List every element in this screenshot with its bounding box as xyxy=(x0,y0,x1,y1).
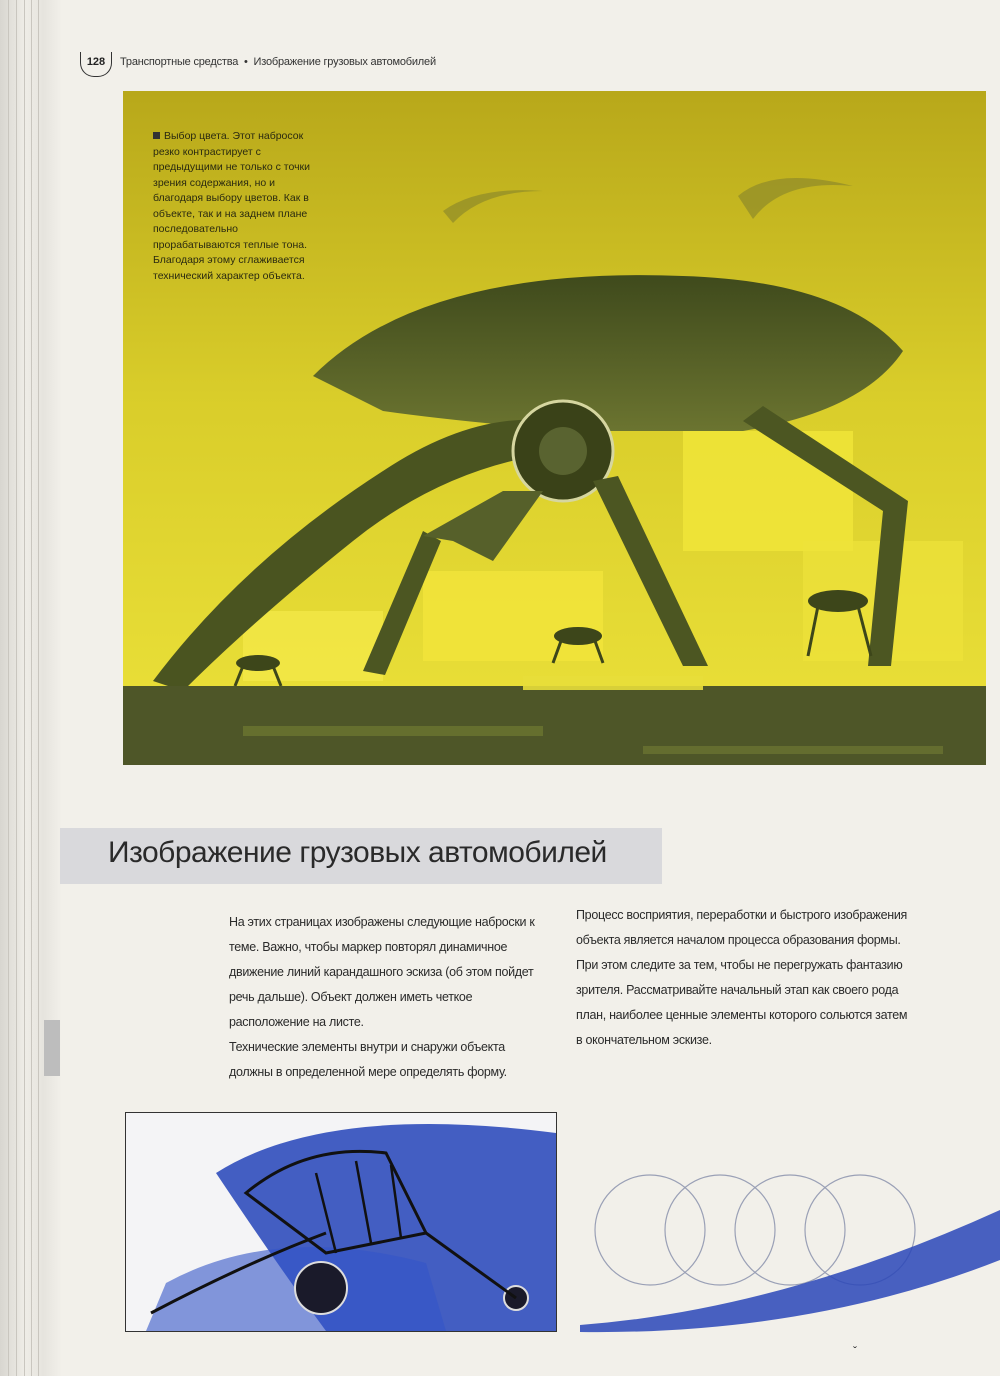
blue-vehicle-sketch xyxy=(126,1113,556,1331)
hero-caption-text: Выбор цвета. Этот набросок резко контрастирует с предыдущими не только с точки зрения содержания, но и благодаря выбору цветов. Как в объекте, так и на заднем плане последовательно прорабатываются теплые тона. Благодаря этому сглаживается технический характер объекта. xyxy=(153,130,311,282)
swirl-loop xyxy=(595,1175,705,1285)
motion-swirl-sketch xyxy=(560,1110,1000,1350)
blue-marker-sketch xyxy=(125,1112,557,1332)
ground-highlight xyxy=(523,676,703,690)
running-head xyxy=(120,56,436,68)
ground-stroke xyxy=(243,726,543,736)
light-block xyxy=(423,571,603,661)
body-paragraph: Технические элементы внутри и снаружи объекта должны в определенной мере определять форму. xyxy=(229,1040,507,1079)
section-title: Изображение грузовых автомобилей xyxy=(108,836,607,869)
swirl-loop xyxy=(735,1175,845,1285)
page-number: 128 xyxy=(80,52,112,77)
corner-mark: ˇ xyxy=(853,1344,857,1358)
page-edge xyxy=(0,0,62,1376)
ground-stroke xyxy=(643,746,943,754)
body-paragraph: На этих страницах изображены следующие наброски к теме. Важно, чтобы маркер повторял динамичное движение линий карандашного эскиза (об этом пойдет речь дальше). Объект должен иметь четкое расположение на листе. xyxy=(229,915,535,1029)
wheel xyxy=(295,1262,347,1314)
body-column-right xyxy=(576,903,916,1053)
swirl-loop xyxy=(665,1175,775,1285)
swirl-stroke xyxy=(580,1210,1000,1332)
bullet-icon xyxy=(153,132,160,139)
running-head-chapter: Изображение грузовых автомобилей xyxy=(253,56,436,68)
hero-illustration xyxy=(123,91,986,765)
running-head-separator: • xyxy=(244,56,248,68)
body-paragraph: Процесс восприятия, переработки и быстрого изображения объекта является началом процесса образования формы. При этом следите за тем, чтобы не перегружать фантазию зрителя. Рассматривайте начальный этап как своего рода план, наиболее ценные элементы которого сольются затем в окончательном эскизе. xyxy=(576,908,908,1047)
hub-inner xyxy=(539,427,587,475)
running-head-section: Транспортные средства xyxy=(120,56,239,68)
body-column-left xyxy=(229,910,549,1085)
side-tab xyxy=(44,1020,60,1076)
hero-caption xyxy=(153,129,313,284)
